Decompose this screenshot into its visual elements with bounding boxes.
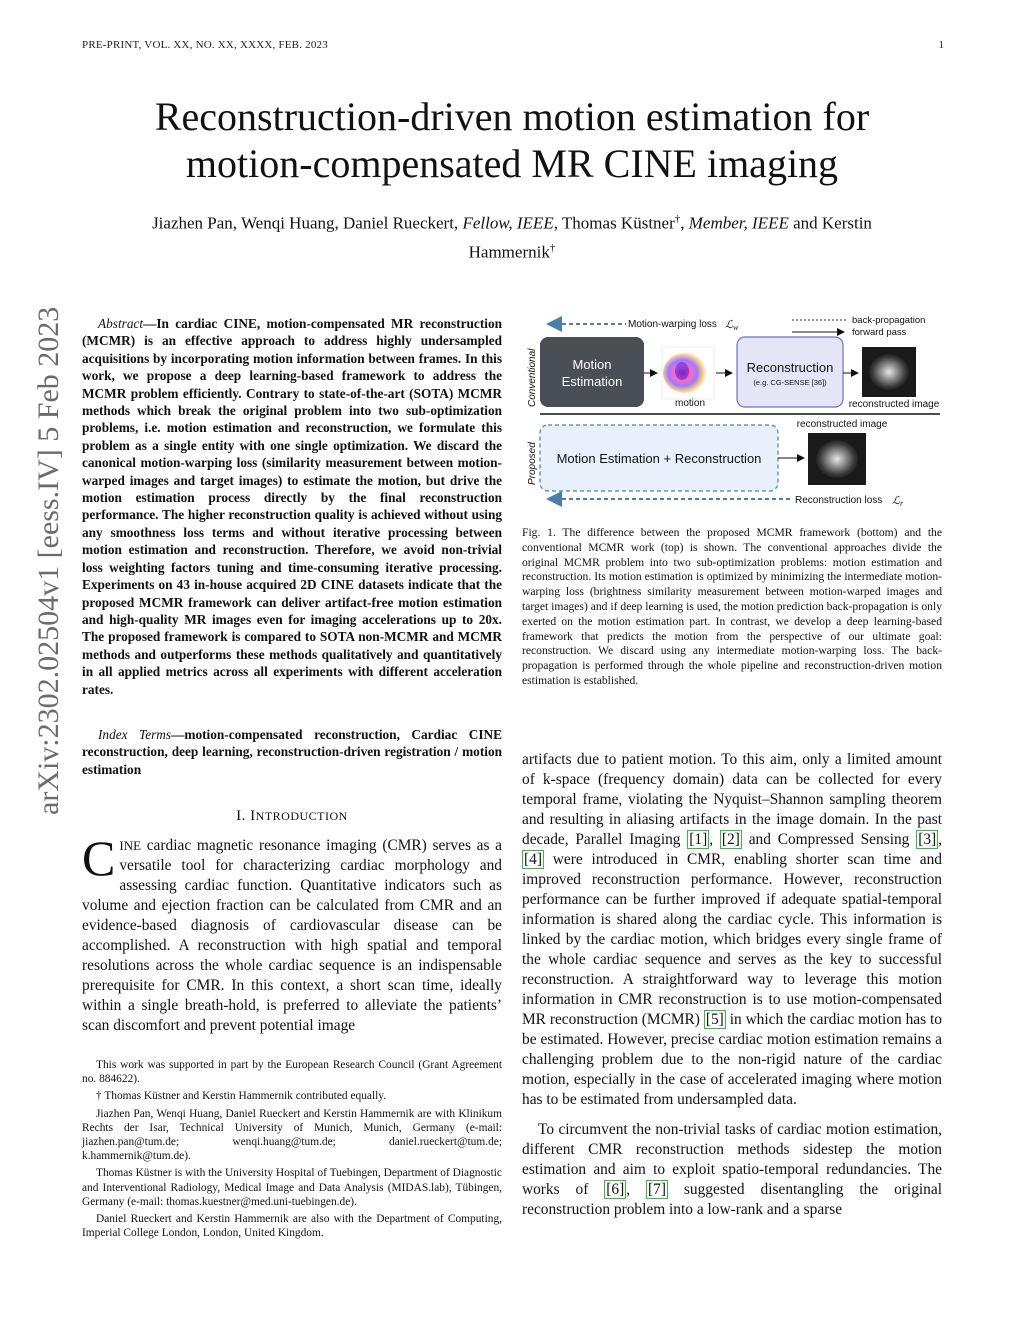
proposed-label: Proposed: [527, 442, 538, 485]
footnotes: [82, 1058, 502, 1243]
motion-estimation-box: [540, 337, 644, 407]
citation-7[interactable]: [7]: [648, 1181, 666, 1198]
arxiv-stamp: arXiv:2302.02504v1 [eess.IV] 5 Feb 2023: [32, 306, 65, 815]
citation-4[interactable]: [4]: [524, 851, 542, 868]
abstract-text: —In cardiac CINE, motion-compensated MR reconstruction (MCMR) is an effective approach to address highly undersampled acquisitions by incorporating motion information between frames. In this work, we propose a deep learning-based framework to address the MCMR problem efficiently. Contrary to state-of-the-art (SOTA) MCMR methods which break the original problem into two sub-optimization problems, i.e. motion estimation and reconstruction, we formulate this problem as a single entity with one single optimization. We discard the canonical motion-warping loss (similarity measurement between motion-warped images and target images) to estimate the motion, but drive the motion estimation process directly by the final reconstruction performance. The higher reconstruction quality is achieved without using any smoothness loss terms and without iterative processing between motion estimation and reconstruction. Therefore, we avoid non-trivial loss weighting factors tuning and time-consuming iterative processing. Experiments on 43 in-house acquired 2D CINE datasets indicate that the proposed MCMR framework can deliver artifact-free motion estimation and high-quality MR images even for imaging accelerations up to 20x. The proposed framework is compared to SOTA non-MCMR and MCMR methods and outperforms these methods qualitatively and quantitatively in all applied metrics across all experiments with different acceleration rates.: [82, 316, 502, 697]
conventional-label: Conventional: [527, 348, 538, 407]
authors-part1: Jiazhen Pan, Wenqi Huang, Daniel Rueckert,: [152, 213, 463, 233]
warping-loss-sub: w: [733, 323, 739, 332]
p2-text-c: suggested disentangling the original reconstruction problem into a low-rank and a sparse: [522, 1181, 942, 1218]
footnote-funding: This work was supported in part by the European Research Council (Grant Agreement no. 884622).: [82, 1059, 502, 1086]
warping-loss-symbol: ℒ: [725, 319, 733, 331]
reconstructed-image-top-label: reconstructed image: [848, 399, 940, 410]
p1-text-d: ,: [938, 831, 942, 848]
authors-fellow: Fellow, IEEE: [462, 213, 554, 233]
page-number: 1: [938, 39, 944, 51]
warping-loss-label: Motion-warping loss: [628, 319, 717, 330]
authors-dagger2: †: [549, 241, 556, 254]
author-list: [100, 207, 924, 264]
footnote-affil-tuebingen: Thomas Küstner is with the University Hospital of Tuebingen, Department of Diagnostic and Interventional Radiology, Medical Image and Data Analysis (MIDAS.lab), Tübingen, Germany (e-mail: thomas.kuestner@med.uni-tuebingen.de).: [82, 1167, 502, 1208]
reconstruction-title: Reconstruction: [746, 360, 834, 375]
authors-part5: Hammernik: [468, 242, 550, 262]
footnote-equal: † Thomas Küstner and Kerstin Hammernik contributed equally.: [96, 1090, 387, 1103]
figure-1-caption: [522, 526, 942, 689]
p2-text-a: To circumvent the non-trivial tasks of cardiac motion estimation, different CMR reconstruction methods sidestep the motion estimation and aim to exploit spatio-temporal redundancies. The works of: [522, 1121, 942, 1198]
recon-loss-symbol: ℒ: [892, 495, 900, 507]
authors-dagger1: †: [674, 213, 681, 225]
recon-loss-label: Reconstruction loss: [795, 495, 883, 506]
motion-estimation-line2: Estimation: [561, 374, 623, 389]
citation-1[interactable]: [1]: [689, 831, 708, 848]
intro-text: cardiac magnetic resonance imaging (CMR) serves as a versatile tool for characterizing cardiac morphology and assessing cardiac function. Quantitative indicators such as volume and ejection fraction can be calculated from CMR and an evidence-based diagnosis of cardiovascular disease can be accomplished. A reconstruction with high spatial and temporal resolutions across the whole cardiac sequence is an indispensable prerequisite for CMR. In this context, a short scan time, ideally within a single breath-hold, is preferred to alleviate the patients’ scan discomfort and prevent potential image: [82, 837, 502, 1034]
legend-forward: forward pass: [852, 327, 907, 338]
right-column-body: [522, 750, 942, 1230]
citation-5[interactable]: [5]: [705, 1011, 724, 1028]
recon-loss-sub: r: [900, 499, 904, 508]
reconstruction-sub: (e.g. CG-SENSE [36]): [753, 378, 827, 387]
section-heading: [82, 808, 502, 825]
p1-text-c: and Compressed Sensing: [741, 831, 917, 848]
section-numeral: I.: [236, 808, 251, 824]
right-paragraph-2: [522, 1120, 942, 1220]
reconstructed-image-bottom-label: reconstructed image: [796, 419, 888, 430]
p1-text-e: were introduced in CMR, enabling shorter scan time and improved reconstruction performance. However, reconstruction performance can be further improved if adequate spatial-temporal information is shared along the cardiac cycle. This information is linked by the cardiac motion, which bridges every single frame of the whole cardiac sequence and serves as the key to successful reconstruction. A straightforward way to leverage this motion information in CMR reconstruction is to use motion-compensated MR reconstruction (MCMR): [522, 851, 942, 1028]
motion-field-core: [675, 362, 689, 380]
p1-text-f: in which the cardiac motion has to be estimated. However, precise cardiac motion estimation remains a challenging problem due to the non-rigid nature of the cardiac motion, especially in the case of accelerated imaging where motion has to be estimated from undersampled data.: [522, 1011, 942, 1108]
title-line-2: motion-compensated MR CINE imaging: [185, 141, 839, 186]
section-title-rest: NTRODUCTION: [255, 809, 348, 823]
p2-text-b: ,: [626, 1181, 647, 1198]
motion-label: motion: [674, 398, 706, 409]
footnote-affil-tum: Jiazhen Pan, Wenqi Huang, Daniel Rueckert and Kerstin Hammernik are with Klinikum Rechts der Isar, Technical University of Munich, Munich, Germany (e-mail: jiazhen.pan@tum.de; wenqi.huang@tum.de; daniel.rueckert@tum.de; k.hammernik@tum.de).: [82, 1107, 502, 1163]
index-terms: [82, 726, 502, 778]
p1-text-b: ,: [709, 831, 720, 848]
figure-1-diagram: [522, 313, 942, 513]
authors-part3: ,: [680, 213, 689, 233]
index-terms-text: —motion-compensated reconstruction, Cardiac CINE reconstruction, deep learning, reconstruction-driven registration / motion estimation: [82, 727, 502, 777]
motion-estimation-line1: Motion: [572, 357, 612, 372]
citation-3[interactable]: [3]: [918, 831, 937, 848]
reconstructed-image-top-heart: [869, 354, 909, 390]
authors-part4: and Kerstin: [788, 213, 872, 233]
authors-part2: , Thomas Küstner: [553, 213, 675, 233]
joint-box-label: Motion Estimation + Reconstruction: [556, 451, 762, 466]
section-title-initial: I: [250, 808, 256, 824]
running-header: PRE-PRINT, VOL. XX, NO. XX, XXXX, FEB. 2023: [82, 39, 328, 51]
citation-2[interactable]: [2]: [721, 831, 740, 848]
authors-member: Member, IEEE: [688, 213, 789, 233]
citation-6[interactable]: [6]: [606, 1181, 625, 1198]
abstract: [82, 315, 502, 698]
abstract-lead: Abstract: [98, 316, 144, 331]
reconstructed-image-bottom-heart: [816, 440, 858, 478]
paper-title: [60, 93, 964, 187]
figure-1: [522, 313, 942, 513]
p1-text-a: artifacts due to patient motion. To this aim, only a limited amount of k-space (frequency domain) data can be collected for every temporal frame, violating the Nyquist–Shannon sampling theorem and resulting in aliasing artifacts in the image domain. In the past decade, Parallel Imaging: [522, 751, 942, 848]
intro-first-word: INE: [119, 838, 142, 853]
index-terms-lead: Index Terms: [98, 727, 172, 742]
right-paragraph-1: [522, 750, 942, 1110]
legend-backprop: back-propagation: [852, 315, 926, 326]
caption-label: Fig. 1.: [522, 526, 556, 539]
intro-paragraph: [82, 830, 502, 1036]
drop-cap: C: [82, 830, 116, 886]
caption-text: The difference between the proposed MCMR framework (bottom) and the conventional MCMR work (top) is shown. The conventional approaches divide the original MCMR problem into two sub-optimization problems: motion estimation and reconstruction. Its motion estimation is optimized by minimizing the intermediate motion-warping loss (brightness similarity measurement between motion-warped images and target images) and if deep learning is used, the motion prediction back-propagation is only exerted on the motion estimation part. In contrast, we develop a deep learning-based framework that predicts the motion from the perspective of our ultimate goal: reconstruction. We discard using any intermediate motion-warping loss. The back-propagation is performed through the whole pipeline and reconstruction-driven motion estimation is established.: [522, 526, 943, 687]
footnote-affil-imperial: Daniel Rueckert and Kerstin Hammernik are also with the Department of Computing, Imperial College London, London, United Kingdom.: [82, 1213, 502, 1240]
title-line-1: Reconstruction-driven motion estimation for: [154, 94, 870, 139]
